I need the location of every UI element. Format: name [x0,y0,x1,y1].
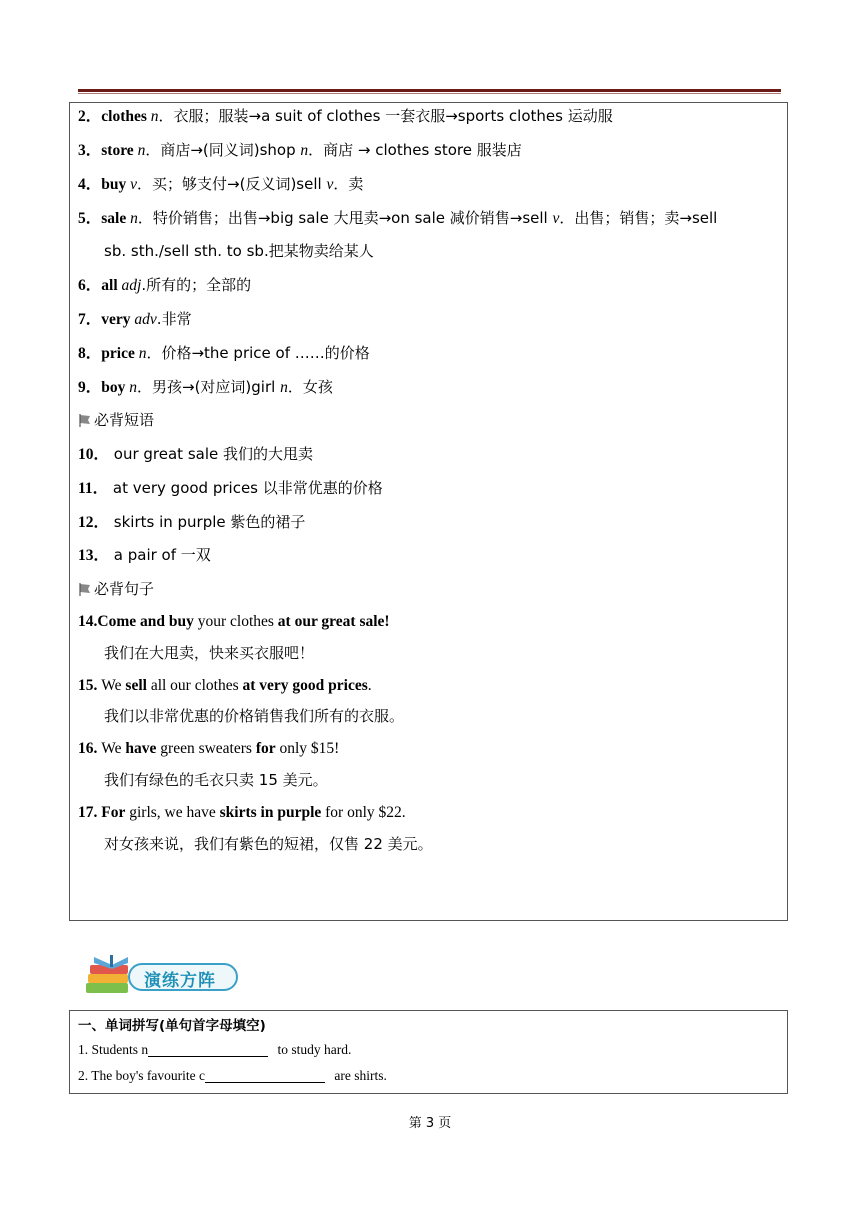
phrase-item: 11． at very good prices 以非常优惠的价格 [78,479,383,497]
page-footer: 第 3 页 [408,1116,452,1131]
sentence-translation: 对女孩来说，我们有紫色的短裙，仅售 22 美元。 [104,835,433,853]
header-rule-thin [78,93,781,94]
phrase-item: 13． a pair of 一双 [78,546,211,564]
phrase-item: 10． our great sale 我们的大甩卖 [78,445,314,463]
exercise-question-2: 2. The boy's favourite c are shirts. [78,1068,387,1083]
sentence-translation: 我们以非常优惠的价格销售我们所有的衣服。 [104,707,405,725]
answer-blank[interactable] [205,1068,325,1083]
flag-icon [78,582,92,596]
exercise-title: 一、单词拼写(单句首字母填空) [78,1018,266,1034]
sentences-header: 必背句子 [78,579,154,600]
sentence-translation: 我们在大甩卖，快来买衣服吧！ [104,644,315,662]
answer-blank[interactable] [148,1042,268,1057]
sentence-item: 17. For girls, we have skirts in purple for only $22. [78,804,406,821]
vocab-item-sale-cont: sb. sth./sell sth. to sb.把某物卖给某人 [104,242,374,260]
sentence-item: 14.Come and buy your clothes at our great sale! [78,613,390,630]
sentence-item: 15. We sell all our clothes at very good prices. [78,677,372,694]
vocab-item-store: 3．store n．商店→(同义词)shop n．商店 → clothes store 服装店 [78,141,522,159]
vocab-item-all: 6．all adj.所有的；全部的 [78,276,252,294]
practice-banner [82,953,240,999]
vocab-item-price: 8．price n．价格→the price of ……的价格 [78,344,370,362]
vocab-item-sale: 5．sale n．特价销售；出售→big sale 大甩卖→on sale 减价销售→sell v．出售；销售；卖→sell [78,209,718,227]
banner-title: 演练方阵 [144,971,216,991]
phrase-item: 12． skirts in purple 紫色的裙子 [78,513,306,531]
flag-icon [78,413,92,427]
vocab-item-very: 7．very adv.非常 [78,310,192,328]
vocab-item-boy: 9．boy n．男孩→(对应词)girl n．女孩 [78,378,333,396]
header-rule [78,89,781,92]
sentence-item: 16. We have green sweaters for only $15! [78,740,340,757]
exercise-question-1: 1. Students n to study hard. [78,1042,352,1057]
sentence-translation: 我们有绿色的毛衣只卖 15 美元。 [104,771,328,789]
vocab-item-clothes: 2．clothes n．衣服；服装→a suit of clothes 一套衣服→sports clothes 运动服 [78,107,613,125]
phrases-header: 必背短语 [78,410,154,431]
vocab-item-buy: 4．buy v．买；够支付→(反义词)sell v．卖 [78,175,364,193]
